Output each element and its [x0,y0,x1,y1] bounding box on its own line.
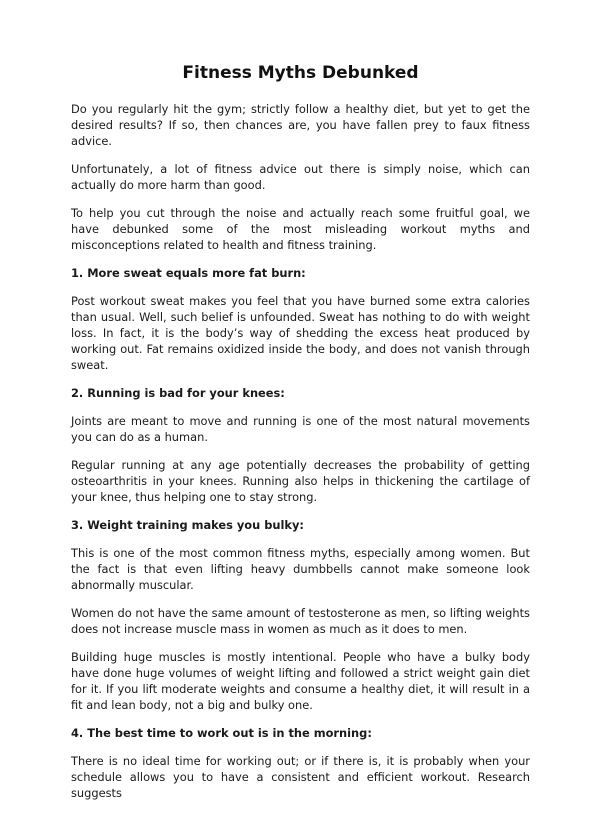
section-paragraph: Building huge muscles is mostly intentional. People who have a bulky body have done huge volumes of weight lifting and followed a strict weight gain diet for it. If you lift moderate weights and consume a healthy diet, it will result in a fit and lean body, not a big and bulky one. [71,650,530,712]
intro-paragraph: Do you regularly hit the gym; strictly follow a healthy diet, but yet to get the desired results? If so, then chances are, you have fallen prey to faux fitness advice. [71,102,530,148]
section-paragraph: This is one of the most common fitness myths, especially among women. But the fact is that even lifting heavy dumbbells cannot make someone look abnormally muscular. [71,546,530,592]
section-paragraph: Women do not have the same amount of testosterone as men, so lifting weights does not increase muscle mass in women as much as it does to men. [71,606,530,636]
myth-section [71,265,530,373]
section-heading: 4. The best time to work out is in the morning: [71,726,372,740]
intro-paragraph: To help you cut through the noise and actually reach some fruitful goal, we have debunked some of the most misleading workout myths and misconceptions related to health and fitness training. [71,206,530,252]
section-heading: 2. Running is bad for your knees: [71,386,285,400]
section-paragraph: Joints are meant to move and running is one of the most natural movements you can do as a human. [71,414,530,444]
myth-section [71,725,530,801]
document-page [71,62,530,813]
intro-paragraph: Unfortunately, a lot of fitness advice out there is simply noise, which can actually do more harm than good. [71,162,530,192]
section-paragraph: Regular running at any age potentially decreases the probability of getting osteoarthritis in your knees. Running also helps in thickening the cartilage of your knee, thus helping one to stay strong. [71,458,530,504]
section-heading: 3. Weight training makes you bulky: [71,518,304,532]
document-title: Fitness Myths Debunked [182,63,419,83]
myth-section [71,385,530,505]
section-paragraph: There is no ideal time for working out; or if there is, it is probably when your schedule allows you to have a consistent and efficient workout. Research suggests [71,754,530,800]
section-paragraph: Post workout sweat makes you feel that you have burned some extra calories than usual. Well, such belief is unfounded. Sweat has nothing to do with weight loss. In fact, it is the body’s way of shedding the excess heat produced by working out. Fat remains oxidized inside the body, and does not vanish through sweat. [71,294,530,372]
myth-section [71,517,530,713]
section-heading: 1. More sweat equals more fat burn: [71,266,306,280]
